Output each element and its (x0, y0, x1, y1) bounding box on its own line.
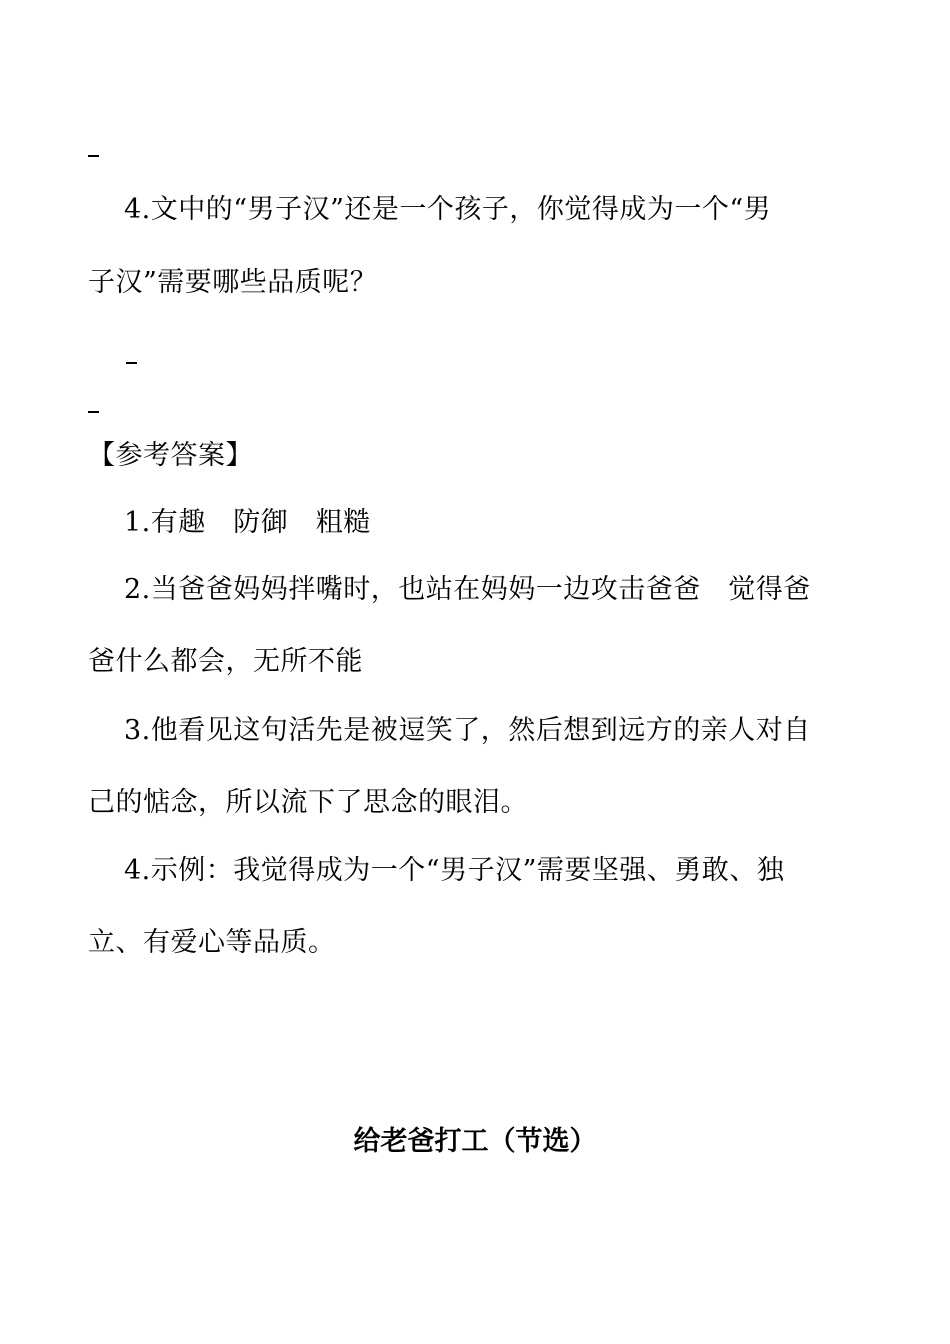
question-4-line-2: 子汉”需要哪些品质呢？ (88, 267, 378, 298)
reference-answer-heading: 【参考答案】 (88, 440, 253, 471)
answer-blank-line (126, 362, 137, 364)
answer-3-line-1: 3.他看见这句活先是被逗笑了，然后想到远方的亲人对自 (124, 715, 811, 746)
answer-2-line-2: 爸什么都会，无所不能 (88, 646, 363, 677)
answer-blank-line (88, 155, 99, 157)
answer-1: 1.有趣 防御 粗糙 (124, 507, 371, 538)
answer-2-line-1: 2.当爸爸妈妈拌嘴时，也站在妈妈一边攻击爸爸 觉得爸 (124, 574, 811, 605)
question-4-line-1: 4.文中的“男子汉”还是一个孩子，你觉得成为一个“男 (124, 194, 772, 225)
answer-3-line-2: 己的惦念，所以流下了思念的眼泪。 (88, 787, 528, 818)
answer-4-line-1: 4.示例：我觉得成为一个“男子汉”需要坚强、勇敢、独 (124, 855, 785, 886)
answer-blank-line (88, 411, 99, 413)
next-article-title: 给老爸打工（节选） (353, 1126, 597, 1157)
answer-4-line-2: 立、有爱心等品质。 (88, 927, 336, 958)
